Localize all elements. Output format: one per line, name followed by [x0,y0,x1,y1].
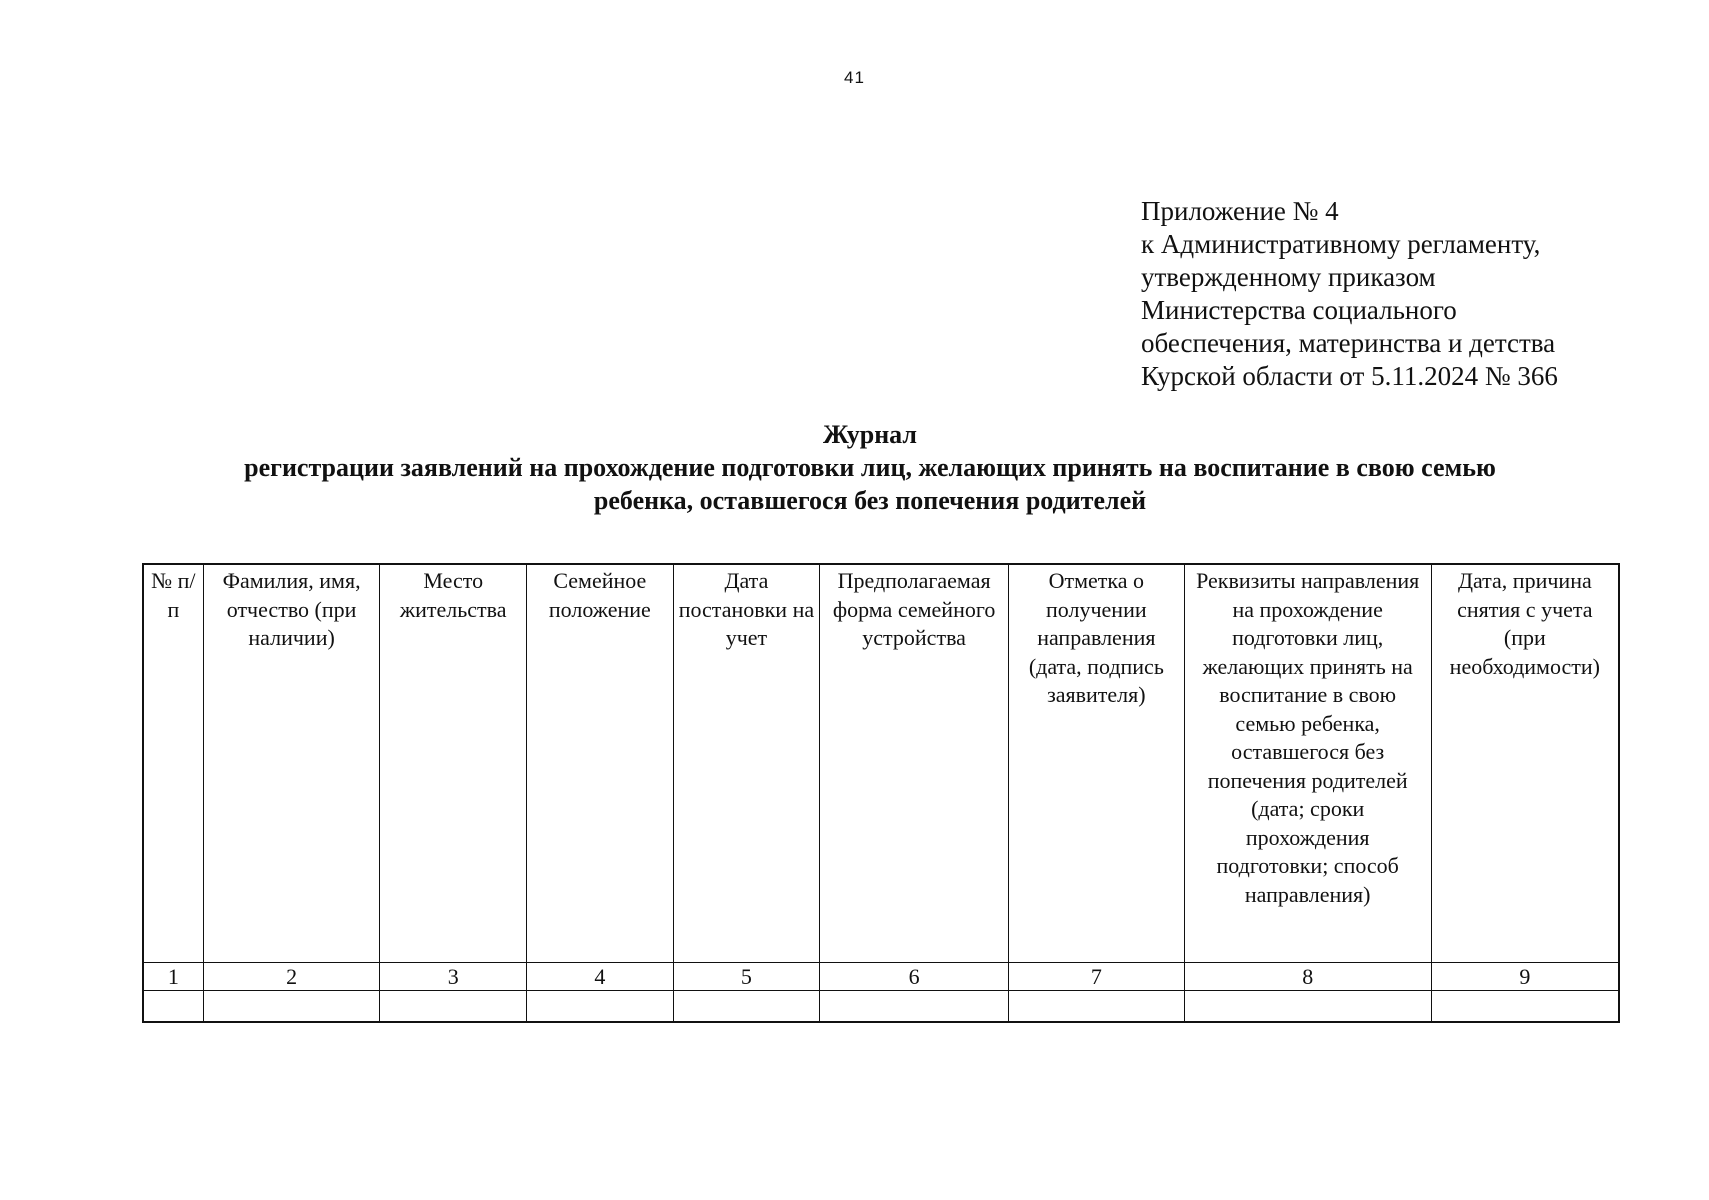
empty-cell [143,991,203,1023]
title-line: Журнал [823,420,917,449]
column-number: 9 [1431,963,1619,991]
appendix-line: утвержденному приказом [1141,262,1436,292]
empty-cell [203,991,380,1023]
title-line: ребенка, оставшегося без попечения родителей [593,486,1147,515]
column-number: 3 [380,963,527,991]
column-number: 8 [1184,963,1431,991]
appendix-line: Министерства социального [1141,295,1457,325]
empty-cell [527,991,674,1023]
appendix-line: Курской области от 5.11.2024 № 366 [1141,361,1558,391]
column-number-row [143,963,1619,991]
table-header-row [143,564,1619,963]
column-header: Отметка о получении направления (дата, подпись заявителя) [1008,564,1184,963]
appendix-line: Приложение № 4 [1141,196,1339,226]
column-number: 1 [143,963,203,991]
column-number: 4 [527,963,674,991]
appendix-note [1141,195,1558,393]
journal-table [142,563,1620,1023]
column-header: Фамилия, имя, отчество (при наличии) [203,564,380,963]
empty-cell [1431,991,1619,1023]
column-header: Место жительства [380,564,527,963]
appendix-line: обеспечения, материнства и детства [1141,328,1556,358]
empty-cell [1184,991,1431,1023]
column-number: 5 [673,963,820,991]
document-title [0,418,1709,517]
empty-cell [820,991,1009,1023]
column-number: 7 [1008,963,1184,991]
column-header: Предполагаемая форма семейного устройства [820,564,1009,963]
empty-cell [673,991,820,1023]
table-row [143,991,1619,1023]
empty-cell [1008,991,1184,1023]
column-number: 2 [203,963,380,991]
title-line: регистрации заявлений на прохождение подготовки лиц, желающих принять на воспитание в свою семью [244,453,1496,482]
column-header: Дата, причина снятия с учета (при необходимости) [1431,564,1619,963]
column-header: Дата постановки на учет [673,564,820,963]
empty-cell [380,991,527,1023]
page-number: 41 [844,68,865,87]
column-number: 6 [820,963,1009,991]
appendix-line: к Административному регламенту, [1141,229,1541,259]
column-header: Семейное положение [527,564,674,963]
column-header: № п/п [143,564,203,963]
column-header: Реквизиты направления на прохождение подготовки лиц, желающих принять на воспитание в свою семью ребенка, оставшегося без попечения родителей (дата; сроки прохождения подготовки; способ направления) [1184,564,1431,963]
